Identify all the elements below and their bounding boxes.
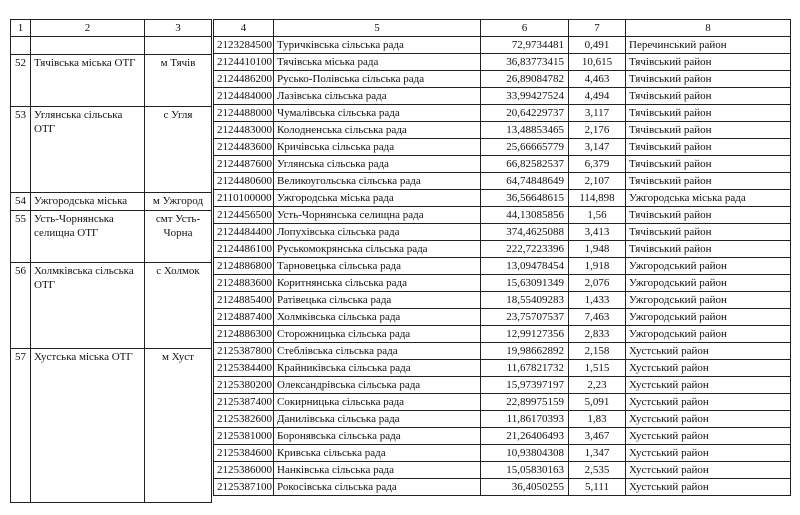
area-value: 21,26406493 (481, 428, 569, 445)
koatuu-code: 2124484000 (214, 88, 274, 105)
area-value: 19,98662892 (481, 343, 569, 360)
koatuu-code: 2124886800 (214, 258, 274, 275)
community-name: Углянська сільська ОТГ (31, 107, 145, 193)
council-name: Тарновецька сільська рада (274, 258, 481, 275)
area-value: 36,83773415 (481, 54, 569, 71)
koatuu-code: 2124486200 (214, 71, 274, 88)
community-row (11, 55, 212, 107)
area-value: 222,7223396 (481, 241, 569, 258)
koatuu-code: 2125382600 (214, 411, 274, 428)
area-value: 23,75707537 (481, 309, 569, 326)
community-number: 55 (11, 211, 31, 263)
community-center: с Угля (145, 107, 212, 193)
area-value: 15,05830163 (481, 462, 569, 479)
community-name: Хустська міська ОТГ (31, 349, 145, 503)
community-row (11, 211, 212, 263)
area-value: 13,09478454 (481, 258, 569, 275)
area-value: 374,4625088 (481, 224, 569, 241)
area-value: 11,86170393 (481, 411, 569, 428)
area-value: 25,66665779 (481, 139, 569, 156)
council-name: Кривська сільська рада (274, 445, 481, 462)
district-name: Тячівський район (626, 122, 791, 139)
district-name: Хустський район (626, 462, 791, 479)
community-number: 57 (11, 349, 31, 503)
koatuu-code: 2110100000 (214, 190, 274, 207)
district-name: Хустський район (626, 411, 791, 428)
table-row (214, 207, 791, 224)
area-value: 10,93804308 (481, 445, 569, 462)
koatuu-code: 2125387400 (214, 394, 274, 411)
district-name: Тячівський район (626, 71, 791, 88)
table-row (214, 394, 791, 411)
koatuu-code: 2125387100 (214, 479, 274, 496)
community-row (11, 349, 212, 503)
councils-table (213, 19, 791, 496)
council-name: Данилівська сільська рада (274, 411, 481, 428)
koatuu-code: 2124483600 (214, 139, 274, 156)
area-value: 36,4050255 (481, 479, 569, 496)
community-number: 54 (11, 193, 31, 211)
table-row (214, 54, 791, 71)
table-row (214, 224, 791, 241)
community-center: с Холмок (145, 263, 212, 349)
koatuu-code: 2124483000 (214, 122, 274, 139)
table-row (214, 241, 791, 258)
area-value: 26,89084782 (481, 71, 569, 88)
council-name: Олександрівська сільська рада (274, 377, 481, 394)
area-value: 33,99427524 (481, 88, 569, 105)
district-name: Тячівський район (626, 105, 791, 122)
koatuu-code: 2124486100 (214, 241, 274, 258)
table-row (214, 37, 791, 54)
district-name: Перечинський район (626, 37, 791, 54)
population-value: 2,23 (569, 377, 626, 394)
column-header: 1 (11, 20, 31, 37)
community-number: 56 (11, 263, 31, 349)
column-header: 5 (274, 20, 481, 37)
council-name: Холмківська сільська рада (274, 309, 481, 326)
column-header: 3 (145, 20, 212, 37)
community-center: м Хуст (145, 349, 212, 503)
district-name: Ужгородський район (626, 309, 791, 326)
koatuu-code: 2123284500 (214, 37, 274, 54)
population-value: 3,467 (569, 428, 626, 445)
population-value: 1,433 (569, 292, 626, 309)
community-row (11, 193, 212, 211)
koatuu-code: 2124487600 (214, 156, 274, 173)
district-name: Хустський район (626, 394, 791, 411)
table-row (214, 377, 791, 394)
council-name: Крайниківська сільська рада (274, 360, 481, 377)
table-row (214, 139, 791, 156)
council-name: Ратівецька сільська рада (274, 292, 481, 309)
council-name: Коритнянська сільська рада (274, 275, 481, 292)
population-value: 4,463 (569, 71, 626, 88)
district-name: Хустський район (626, 360, 791, 377)
column-header: 8 (626, 20, 791, 37)
koatuu-code: 2124887400 (214, 309, 274, 326)
population-value: 5,111 (569, 479, 626, 496)
table-row (214, 105, 791, 122)
council-name: Лазівська сільська рада (274, 88, 481, 105)
council-name: Стеблівська сільська рада (274, 343, 481, 360)
district-name: Тячівський район (626, 207, 791, 224)
district-name: Хустський район (626, 377, 791, 394)
council-name: Углянська сільська рада (274, 156, 481, 173)
area-value: 22,89975159 (481, 394, 569, 411)
table-row (214, 156, 791, 173)
koatuu-code: 2124480600 (214, 173, 274, 190)
table-row (214, 360, 791, 377)
column-header: 4 (214, 20, 274, 37)
area-value: 13,48853465 (481, 122, 569, 139)
table-row (214, 190, 791, 207)
population-value: 0,491 (569, 37, 626, 54)
area-value: 44,13085856 (481, 207, 569, 224)
table-row (214, 275, 791, 292)
koatuu-code: 2124886300 (214, 326, 274, 343)
koatuu-code: 2124484400 (214, 224, 274, 241)
council-name: Лопухівська сільська рада (274, 224, 481, 241)
koatuu-code: 2124488000 (214, 105, 274, 122)
district-name: Хустський район (626, 445, 791, 462)
koatuu-code: 2124456500 (214, 207, 274, 224)
population-value: 10,615 (569, 54, 626, 71)
header-row (214, 20, 791, 37)
koatuu-code: 2125386000 (214, 462, 274, 479)
community-row (11, 263, 212, 349)
table-row (214, 309, 791, 326)
district-name: Ужгородська міська рада (626, 190, 791, 207)
population-value: 1,918 (569, 258, 626, 275)
area-value: 64,74848649 (481, 173, 569, 190)
district-name: Тячівський район (626, 156, 791, 173)
population-value: 2,107 (569, 173, 626, 190)
column-header: 2 (31, 20, 145, 37)
population-value: 1,347 (569, 445, 626, 462)
district-name: Тячівський район (626, 139, 791, 156)
council-name: Ужгородська міська рада (274, 190, 481, 207)
council-name: Туричківська сільська рада (274, 37, 481, 54)
koatuu-code: 2124883600 (214, 275, 274, 292)
population-value: 114,898 (569, 190, 626, 207)
community-center: м Ужгород (145, 193, 212, 211)
koatuu-code: 2125384400 (214, 360, 274, 377)
district-name: Тячівський район (626, 224, 791, 241)
council-name: Рокосівська сільська рада (274, 479, 481, 496)
community-number: 52 (11, 55, 31, 107)
council-name: Тячівська міська рада (274, 54, 481, 71)
table-row (214, 71, 791, 88)
table-row (214, 343, 791, 360)
council-name: Нанківська сільська рада (274, 462, 481, 479)
area-value: 15,63091349 (481, 275, 569, 292)
community-name: Ужгородська міська (31, 193, 145, 211)
district-name: Ужгородський район (626, 258, 791, 275)
district-name: Тячівський район (626, 88, 791, 105)
population-value: 2,158 (569, 343, 626, 360)
council-name: Сокирницька сільська рада (274, 394, 481, 411)
district-name: Ужгородський район (626, 275, 791, 292)
area-value: 18,55409283 (481, 292, 569, 309)
district-name: Тячівський район (626, 173, 791, 190)
council-name: Боронявська сільська рада (274, 428, 481, 445)
table-row (214, 88, 791, 105)
community-name: Холмківська сільська ОТГ (31, 263, 145, 349)
area-value: 72,9734481 (481, 37, 569, 54)
council-name: Чумалівська сільська рада (274, 105, 481, 122)
table-row (214, 326, 791, 343)
community-number: 53 (11, 107, 31, 193)
population-value: 2,535 (569, 462, 626, 479)
community-name: Тячівська міська ОТГ (31, 55, 145, 107)
community-center (145, 37, 212, 55)
community-row (11, 107, 212, 193)
district-name: Тячівський район (626, 54, 791, 71)
area-value: 15,97397197 (481, 377, 569, 394)
table-row (214, 479, 791, 496)
header-row (11, 20, 212, 37)
community-number (11, 37, 31, 55)
community-center: смт Усть-Чорна (145, 211, 212, 263)
table-row (214, 445, 791, 462)
population-value: 3,147 (569, 139, 626, 156)
koatuu-code: 2125380200 (214, 377, 274, 394)
population-value: 6,379 (569, 156, 626, 173)
koatuu-code: 2125384600 (214, 445, 274, 462)
population-value: 1,515 (569, 360, 626, 377)
population-value: 1,948 (569, 241, 626, 258)
area-value: 12,99127356 (481, 326, 569, 343)
column-header: 7 (569, 20, 626, 37)
district-name: Ужгородський район (626, 292, 791, 309)
community-center: м Тячів (145, 55, 212, 107)
population-value: 1,56 (569, 207, 626, 224)
population-value: 5,091 (569, 394, 626, 411)
community-name: Усть-Чорнянська селищна ОТГ (31, 211, 145, 263)
council-name: Усть-Чорнянська селищна рада (274, 207, 481, 224)
area-value: 20,64229737 (481, 105, 569, 122)
council-name: Колодненська сільська рада (274, 122, 481, 139)
population-value: 2,076 (569, 275, 626, 292)
community-name (31, 37, 145, 55)
council-name: Великоугольська сільська рада (274, 173, 481, 190)
council-name: Руськомокрянська сільська рада (274, 241, 481, 258)
population-value: 1,83 (569, 411, 626, 428)
population-value: 3,413 (569, 224, 626, 241)
area-value: 36,56648615 (481, 190, 569, 207)
koatuu-code: 2124410100 (214, 54, 274, 71)
table-row (214, 122, 791, 139)
koatuu-code: 2125381000 (214, 428, 274, 445)
population-value: 2,176 (569, 122, 626, 139)
population-value: 4,494 (569, 88, 626, 105)
district-name: Хустський район (626, 428, 791, 445)
population-value: 3,117 (569, 105, 626, 122)
area-value: 11,67821732 (481, 360, 569, 377)
district-name: Тячівський район (626, 241, 791, 258)
table-row (214, 258, 791, 275)
population-value: 2,833 (569, 326, 626, 343)
council-name: Русько-Полівська сільська рада (274, 71, 481, 88)
council-name: Сторожницька сільська рада (274, 326, 481, 343)
table-row (214, 411, 791, 428)
column-header: 6 (481, 20, 569, 37)
district-name: Хустський район (626, 479, 791, 496)
council-name: Кричівська сільська рада (274, 139, 481, 156)
table-row (214, 428, 791, 445)
district-name: Хустський район (626, 343, 791, 360)
population-value: 7,463 (569, 309, 626, 326)
koatuu-code: 2125387800 (214, 343, 274, 360)
area-value: 66,82582537 (481, 156, 569, 173)
district-name: Ужгородський район (626, 326, 791, 343)
communities-table (10, 19, 212, 503)
koatuu-code: 2124885400 (214, 292, 274, 309)
table-row (214, 292, 791, 309)
table-row (214, 462, 791, 479)
community-row (11, 37, 212, 55)
table-row (214, 173, 791, 190)
